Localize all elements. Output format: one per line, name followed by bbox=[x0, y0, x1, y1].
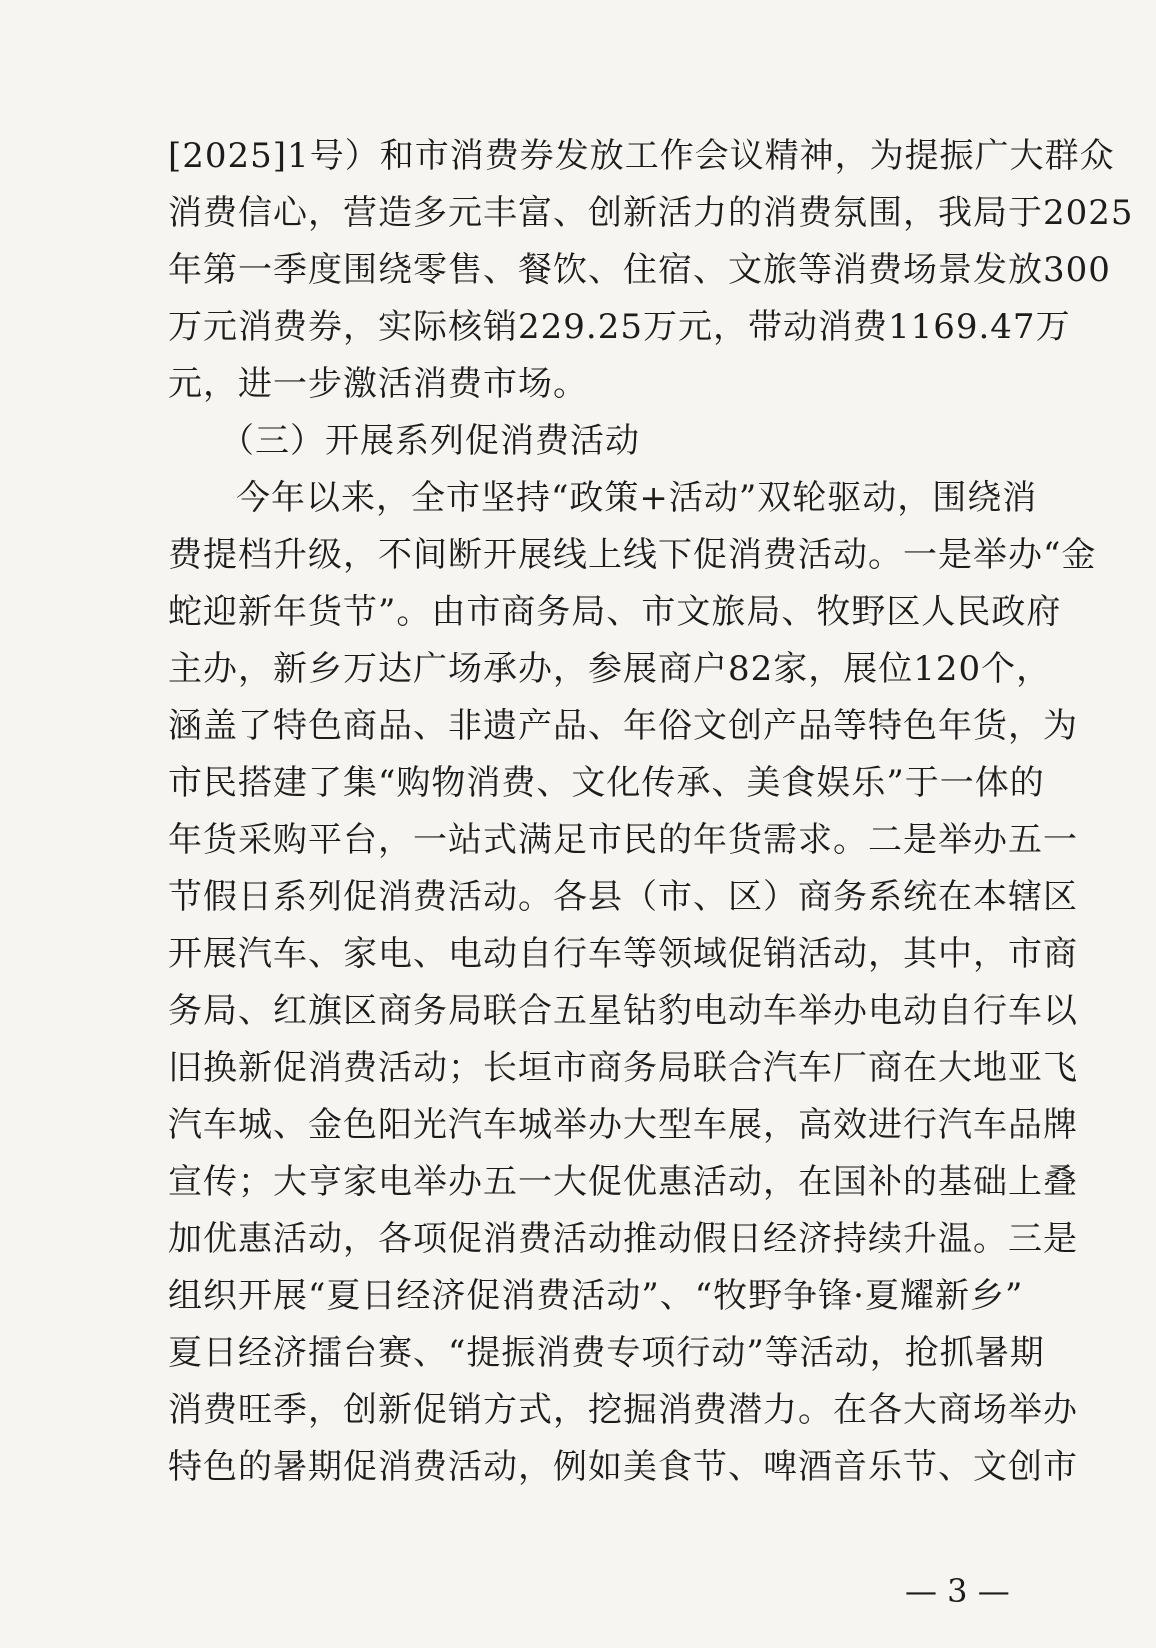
text-line-11: 涵盖了特色商品、非遗产品、年俗文创产品等特色年货，为 bbox=[168, 706, 1078, 746]
text-line-1: [2025]1号）和市消费券发放工作会议精神，为提振广大群众 bbox=[168, 136, 1115, 176]
text-line-4: 万元消费券，实际核销229.25万元，带动消费1169.47万 bbox=[168, 307, 1071, 347]
text-line-9: 蛇迎新年货节”。由市商务局、市文旅局、牧野区人民政府 bbox=[168, 592, 1062, 632]
text-line-19: 宣传；大亨家电举办五一大促优惠活动，在国补的基础上叠 bbox=[168, 1162, 1078, 1202]
text-line-12: 市民搭建了集“购物消费、文化传承、美食娱乐”于一体的 bbox=[168, 763, 1045, 803]
text-line-2: 消费信心，营造多元丰富、创新活力的消费氛围，我局于2025 bbox=[168, 193, 1134, 233]
section-heading: （三）开展系列促消费活动 bbox=[220, 421, 640, 461]
text-line-8: 费提档升级，不间断开展线上线下促消费活动。一是举办“金 bbox=[168, 535, 1097, 575]
text-line-24: 特色的暑期促消费活动，例如美食节、啤酒音乐节、文创市 bbox=[168, 1447, 1078, 1487]
text-line-7: 今年以来，全市坚持“政策+活动”双轮驱动，围绕消 bbox=[236, 478, 1038, 518]
text-line-23: 消费旺季，创新促销方式，挖掘消费潜力。在各大商场举办 bbox=[168, 1390, 1078, 1430]
text-line-22: 夏日经济擂台赛、“提振消费专项行动”等活动，抢抓暑期 bbox=[168, 1333, 1045, 1373]
text-line-18: 汽车城、金色阳光汽车城举办大型车展，高效进行汽车品牌 bbox=[168, 1105, 1078, 1145]
text-line-3: 年第一季度围绕零售、餐饮、住宿、文旅等消费场景发放300 bbox=[168, 250, 1111, 290]
page-number: — 3 — bbox=[905, 1572, 1010, 1610]
text-line-16: 务局、红旗区商务局联合五星钻豹电动车举办电动自行车以 bbox=[168, 991, 1078, 1031]
text-line-17: 旧换新促消费活动；长垣市商务局联合汽车厂商在大地亚飞 bbox=[168, 1048, 1078, 1088]
text-line-13: 年货采购平台，一站式满足市民的年货需求。二是举办五一 bbox=[168, 820, 1078, 860]
text-line-14: 节假日系列促消费活动。各县（市、区）商务系统在本辖区 bbox=[168, 877, 1078, 917]
text-line-20: 加优惠活动，各项促消费活动推动假日经济持续升温。三是 bbox=[168, 1219, 1078, 1259]
text-line-15: 开展汽车、家电、电动自行车等领域促销活动，其中，市商 bbox=[168, 934, 1078, 974]
text-line-21: 组织开展“夏日经济促消费活动”、“牧野争锋·夏耀新乡” bbox=[168, 1276, 1024, 1316]
text-line-10: 主办，新乡万达广场承办，参展商户82家，展位120个， bbox=[168, 649, 1052, 689]
text-line-5: 元，进一步激活消费市场。 bbox=[168, 364, 588, 404]
